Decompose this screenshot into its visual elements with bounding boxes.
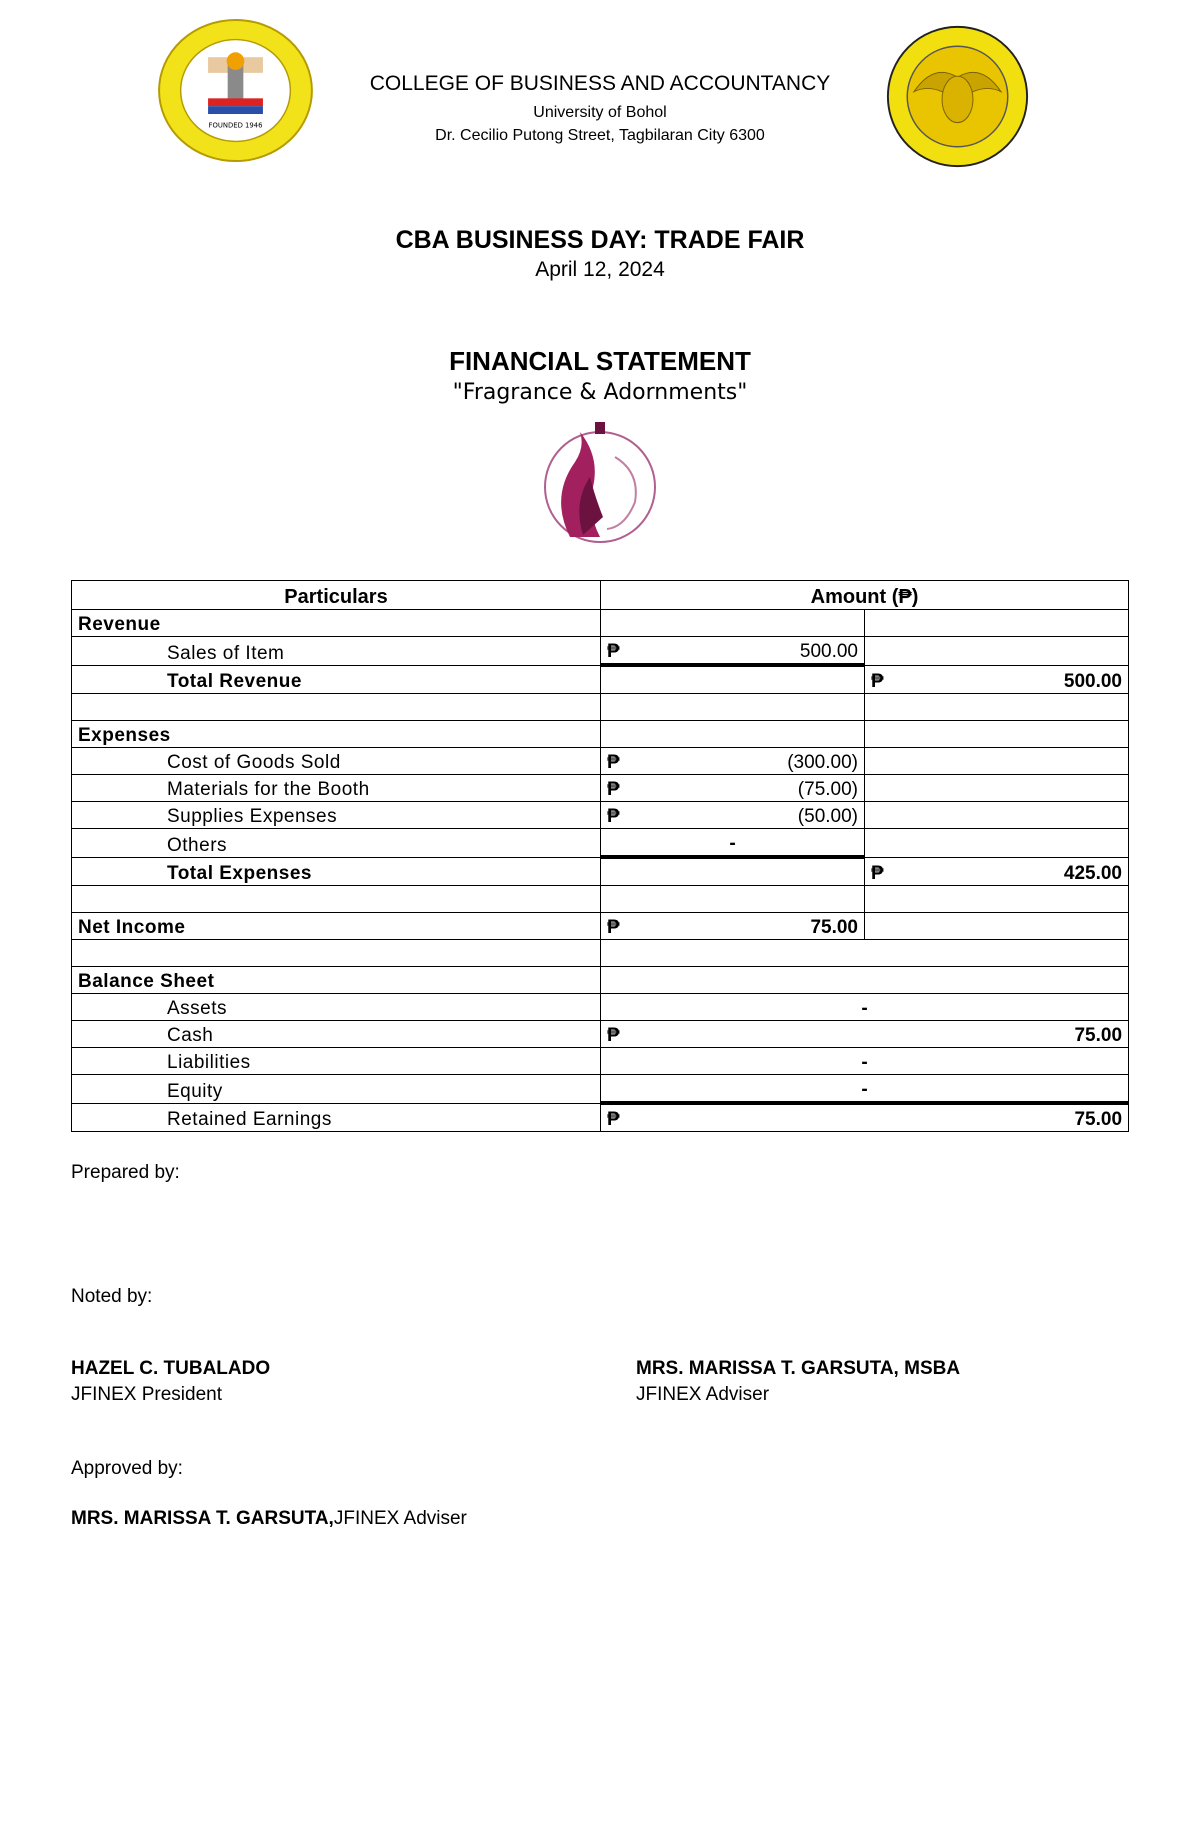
table-row (72, 857, 1129, 886)
peso-sign: ₱ (607, 1109, 620, 1130)
table-row (72, 1075, 1129, 1104)
president-name: HAZEL C. TUBALADO (71, 1358, 271, 1379)
expense-value: (75.00) (797, 779, 858, 800)
table-row (72, 694, 1129, 721)
approver (71, 1508, 467, 1530)
expense-label: Materials for the Booth (72, 775, 601, 802)
table-row (72, 721, 1129, 748)
peso-sign: ₱ (607, 806, 620, 827)
table-row (72, 886, 1129, 913)
event-title: CBA BUSINESS DAY: TRADE FAIR (395, 226, 805, 254)
equity-value: - (601, 1075, 1129, 1104)
table-row (72, 994, 1129, 1021)
table-row (72, 940, 1129, 967)
approved-by-label: Approved by: (71, 1458, 183, 1479)
table-row (72, 775, 1129, 802)
peso-sign: ₱ (871, 863, 884, 884)
expenses-section-label: Expenses (72, 721, 601, 748)
prepared-by-label: Prepared by: (71, 1162, 180, 1183)
peso-sign: ₱ (871, 671, 884, 692)
university-address: Dr. Cecilio Putong Street, Tagbilaran City 6300 (435, 127, 765, 144)
peso-sign: ₱ (607, 752, 620, 773)
liabilities-value: - (601, 1048, 1129, 1075)
peso-sign: ₱ (607, 641, 620, 662)
sales-label: Sales of Item (72, 637, 601, 666)
liabilities-label: Liabilities (72, 1048, 601, 1075)
equity-label: Equity (72, 1075, 601, 1104)
financial-statement-table (71, 580, 1129, 1132)
balance-sheet-label: Balance Sheet (72, 967, 601, 994)
table-row (72, 913, 1129, 940)
college-name: COLLEGE OF BUSINESS AND ACCOUNTANCY (369, 72, 831, 95)
sales-value: 500.00 (799, 641, 858, 662)
retained-earnings-label: Retained Earnings (72, 1103, 601, 1132)
expense-label: Supplies Expenses (72, 802, 601, 829)
cash-label: Cash (72, 1021, 601, 1048)
approver-role: JFINEX Adviser (333, 1508, 467, 1529)
table-row (72, 967, 1129, 994)
president-role: JFINEX President (71, 1384, 222, 1405)
total-revenue-value: 500.00 (1063, 671, 1123, 692)
svg-text:FOUNDED 1946: FOUNDED 1946 (208, 121, 263, 130)
table-row (72, 829, 1129, 858)
peso-sign: ₱ (607, 1025, 620, 1046)
table-row (72, 1021, 1129, 1048)
statement-title: FINANCIAL STATEMENT (449, 346, 751, 376)
net-income-value: 75.00 (810, 917, 858, 938)
table-row (72, 610, 1129, 637)
assets-label: Assets (72, 994, 601, 1021)
table-header-row (72, 581, 1129, 610)
amount-header: Amount (₱) (601, 581, 1129, 610)
expense-value: (50.00) (797, 806, 858, 827)
table-row (72, 748, 1129, 775)
cash-value: 75.00 (1074, 1025, 1123, 1046)
table-row (72, 665, 1129, 694)
table-row (72, 1103, 1129, 1132)
expense-value: (300.00) (787, 752, 858, 773)
table-row (72, 637, 1129, 666)
adviser-role: JFINEX Adviser (636, 1384, 770, 1405)
noted-by-label: Noted by: (71, 1286, 153, 1307)
others-label: Others (72, 829, 601, 858)
peso-sign: ₱ (607, 779, 620, 800)
college-of-business-seal (885, 24, 1030, 169)
university-name: University of Bohol (533, 104, 667, 121)
revenue-section-label: Revenue (72, 610, 601, 637)
particulars-header: Particulars (72, 581, 601, 610)
total-expenses-label: Total Expenses (72, 857, 601, 886)
assets-value: - (601, 994, 1129, 1021)
adviser-name: MRS. MARISSA T. GARSUTA, MSBA (636, 1358, 961, 1379)
net-income-label: Net Income (72, 913, 601, 940)
total-revenue-label: Total Revenue (72, 665, 601, 694)
retained-earnings-value: 75.00 (1074, 1109, 1123, 1130)
fragrance-adornments-logo (525, 417, 675, 555)
table-row (72, 1048, 1129, 1075)
approver-name: MRS. MARISSA T. GARSUTA, (71, 1508, 334, 1529)
expense-label: Cost of Goods Sold (72, 748, 601, 775)
peso-sign: ₱ (607, 917, 620, 938)
statement-subtitle: "Fragrance & Adornments" (452, 380, 748, 405)
table-row (72, 802, 1129, 829)
event-date: April 12, 2024 (535, 258, 665, 281)
others-value: - (601, 829, 865, 858)
total-expenses-value: 425.00 (1063, 863, 1123, 884)
